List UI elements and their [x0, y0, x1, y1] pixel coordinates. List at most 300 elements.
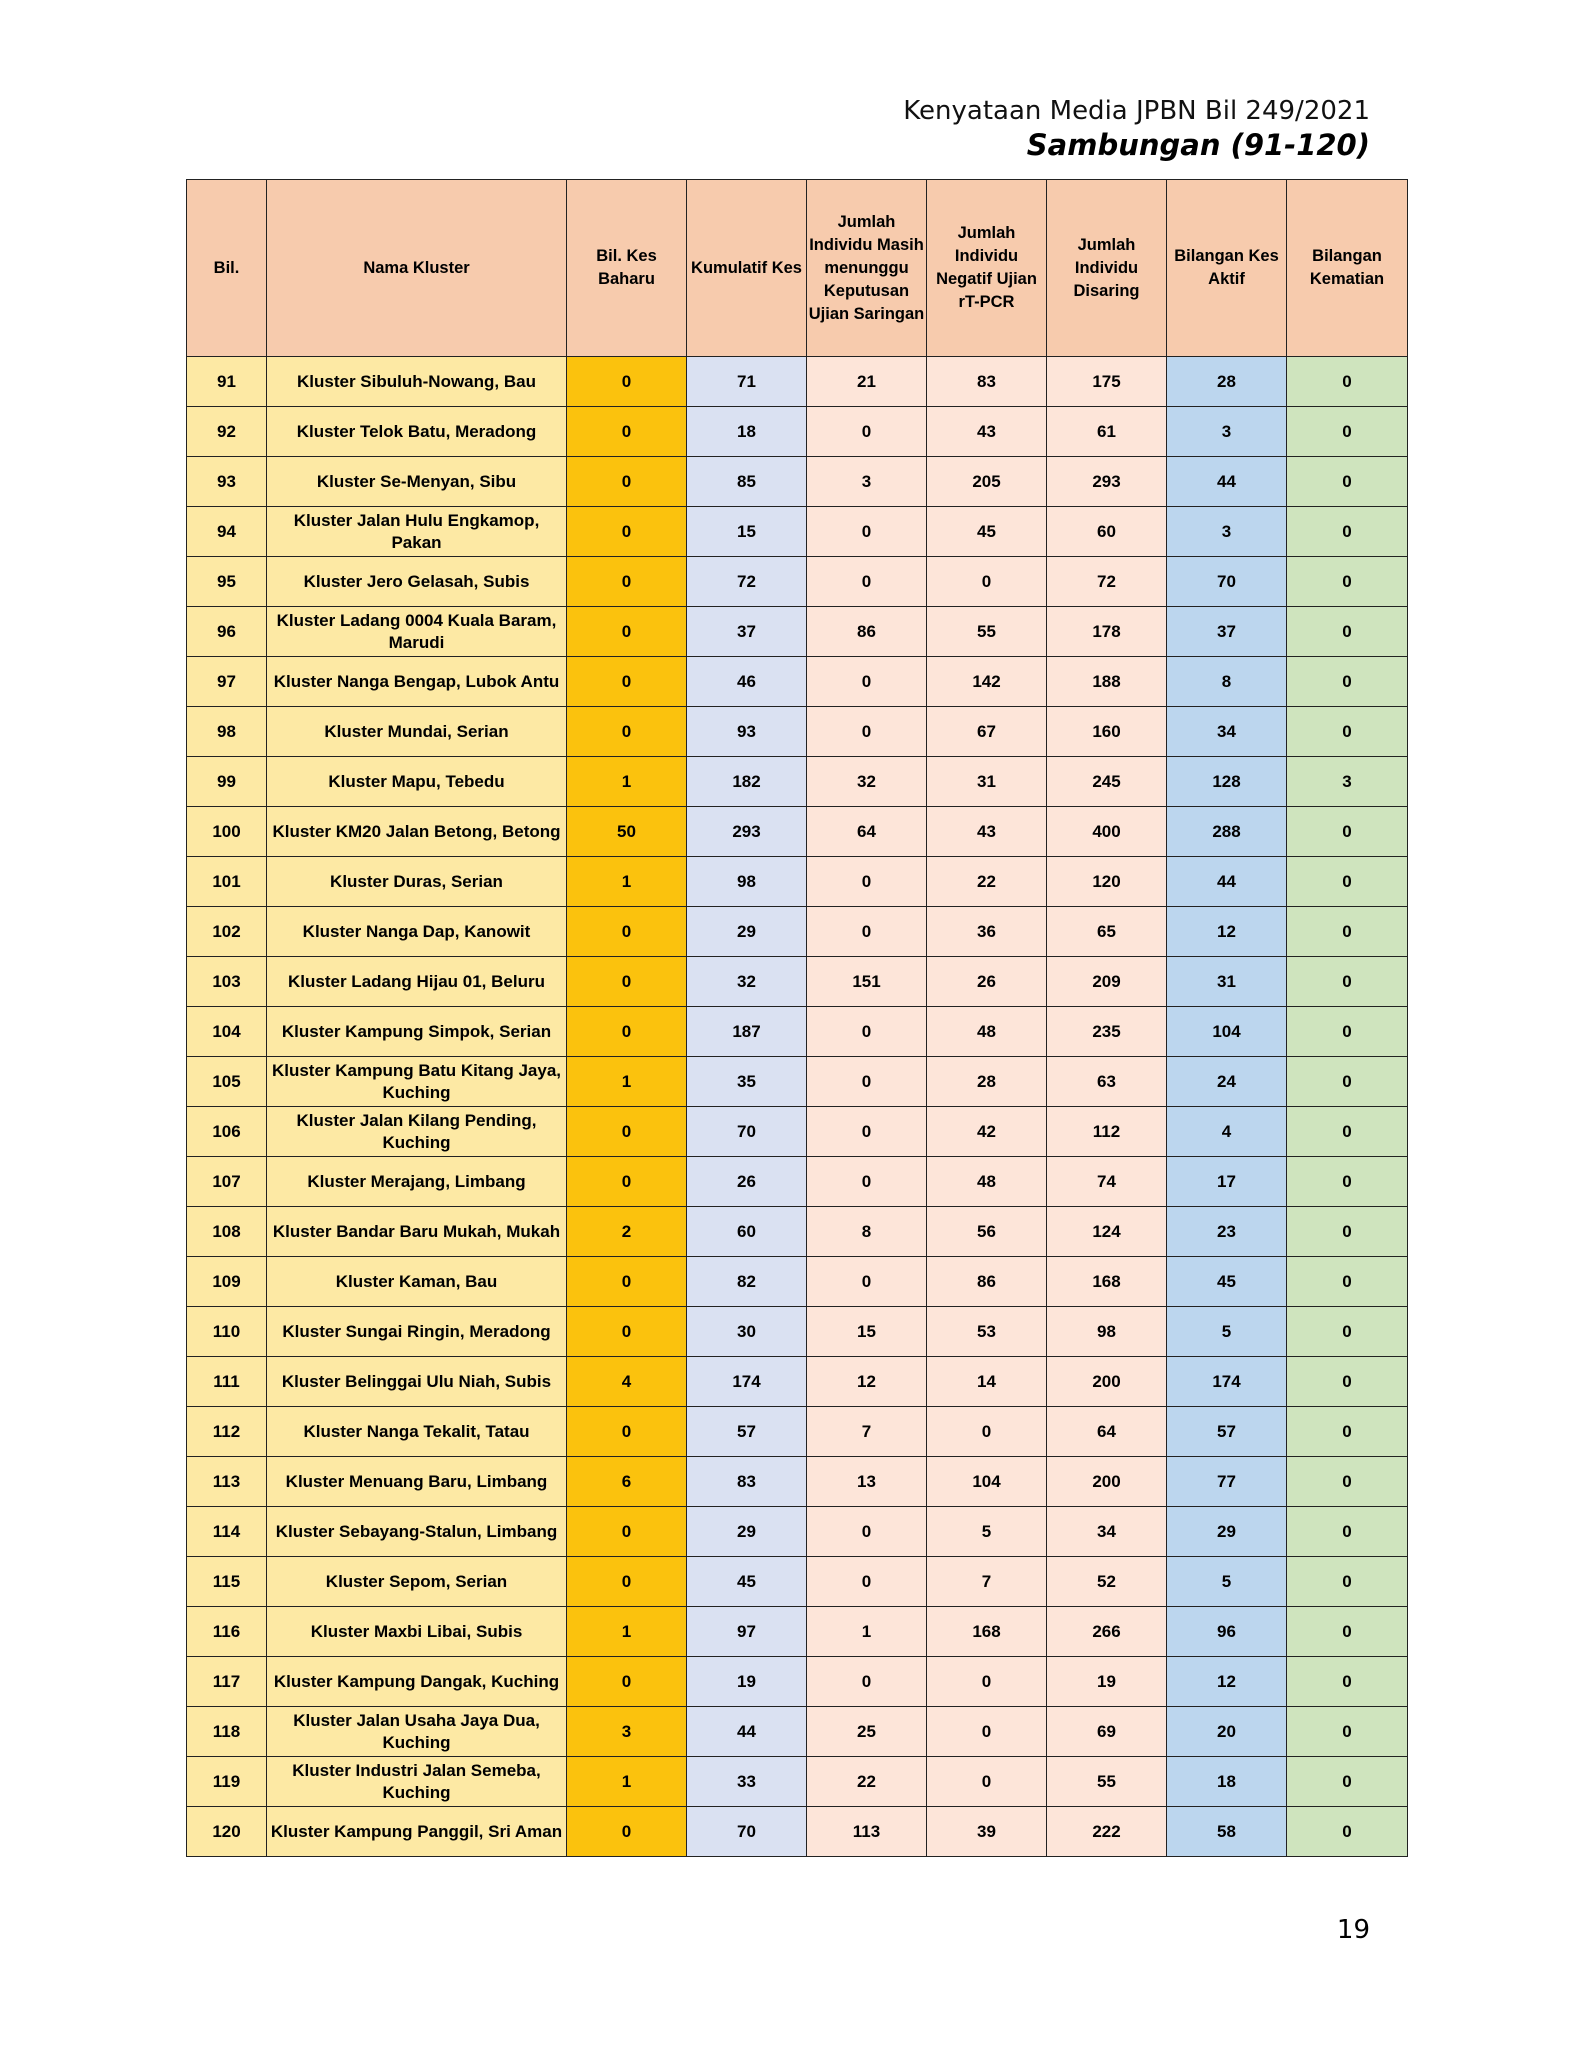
cluster-table	[186, 179, 1408, 1857]
table-row	[187, 1407, 1408, 1457]
cell-kumulatif: 57	[687, 1407, 807, 1457]
cell-disaring: 120	[1047, 857, 1167, 907]
cell-kematian: 0	[1287, 1507, 1408, 1557]
cell-menunggu: 3	[807, 457, 927, 507]
cell-kematian: 0	[1287, 1457, 1408, 1507]
cell-bil: 117	[187, 1657, 267, 1707]
cell-kematian: 0	[1287, 1357, 1408, 1407]
cell-negatif: 205	[927, 457, 1047, 507]
cell-kes-aktif: 29	[1167, 1507, 1287, 1557]
cell-negatif: 53	[927, 1307, 1047, 1357]
cell-kes-baharu: 1	[567, 757, 687, 807]
cell-negatif: 48	[927, 1157, 1047, 1207]
cell-kematian: 0	[1287, 1407, 1408, 1457]
col-header-disaring: Jumlah Individu Disaring	[1047, 180, 1167, 357]
cell-negatif: 0	[927, 1707, 1047, 1757]
table-row	[187, 1357, 1408, 1407]
cell-kematian: 0	[1287, 1607, 1408, 1657]
cell-kumulatif: 72	[687, 557, 807, 607]
cell-kes-aktif: 57	[1167, 1407, 1287, 1457]
cell-bil: 92	[187, 407, 267, 457]
cell-nama-kluster: Kluster Kampung Panggil, Sri Aman	[267, 1807, 567, 1857]
cell-nama-kluster: Kluster Industri Jalan Semeba, Kuching	[267, 1757, 567, 1807]
table-row	[187, 357, 1408, 407]
cell-bil: 115	[187, 1557, 267, 1607]
cell-bil: 100	[187, 807, 267, 857]
cell-nama-kluster: Kluster Sebayang-Stalun, Limbang	[267, 1507, 567, 1557]
cell-kes-baharu: 0	[567, 1007, 687, 1057]
cell-kes-aktif: 37	[1167, 607, 1287, 657]
cell-disaring: 160	[1047, 707, 1167, 757]
cell-bil: 97	[187, 657, 267, 707]
cell-nama-kluster: Kluster Jalan Hulu Engkamop, Pakan	[267, 507, 567, 557]
cell-kematian: 0	[1287, 407, 1408, 457]
cell-kes-aktif: 5	[1167, 1557, 1287, 1607]
cell-kes-baharu: 0	[567, 357, 687, 407]
table-row	[187, 1007, 1408, 1057]
cell-nama-kluster: Kluster Jero Gelasah, Subis	[267, 557, 567, 607]
cell-disaring: 124	[1047, 1207, 1167, 1257]
cell-kes-aktif: 3	[1167, 507, 1287, 557]
cell-kumulatif: 93	[687, 707, 807, 757]
cell-kes-baharu: 0	[567, 1307, 687, 1357]
cell-disaring: 222	[1047, 1807, 1167, 1857]
cell-nama-kluster: Kluster Duras, Serian	[267, 857, 567, 907]
col-header-kes-baharu: Bil. Kes Baharu	[567, 180, 687, 357]
cell-nama-kluster: Kluster Nanga Bengap, Lubok Antu	[267, 657, 567, 707]
cell-kumulatif: 29	[687, 907, 807, 957]
cell-menunggu: 13	[807, 1457, 927, 1507]
table-row	[187, 1257, 1408, 1307]
table-row	[187, 557, 1408, 607]
cell-bil: 102	[187, 907, 267, 957]
cell-kes-baharu: 4	[567, 1357, 687, 1407]
table-row	[187, 1057, 1408, 1107]
cell-kes-aktif: 24	[1167, 1057, 1287, 1107]
cell-disaring: 72	[1047, 557, 1167, 607]
table-header-row	[187, 180, 1408, 357]
cell-negatif: 31	[927, 757, 1047, 807]
cell-kumulatif: 45	[687, 1557, 807, 1607]
cell-bil: 116	[187, 1607, 267, 1657]
cell-bil: 114	[187, 1507, 267, 1557]
cell-menunggu: 0	[807, 1657, 927, 1707]
cell-kumulatif: 33	[687, 1757, 807, 1807]
cell-negatif: 48	[927, 1007, 1047, 1057]
cell-kematian: 0	[1287, 1657, 1408, 1707]
cell-kumulatif: 187	[687, 1007, 807, 1057]
cell-menunggu: 21	[807, 357, 927, 407]
cell-menunggu: 0	[807, 1157, 927, 1207]
cell-kumulatif: 29	[687, 1507, 807, 1557]
table-row	[187, 707, 1408, 757]
cell-kes-aktif: 77	[1167, 1457, 1287, 1507]
cell-kematian: 0	[1287, 807, 1408, 857]
cell-menunggu: 113	[807, 1807, 927, 1857]
cell-disaring: 200	[1047, 1457, 1167, 1507]
cell-nama-kluster: Kluster Kampung Simpok, Serian	[267, 1007, 567, 1057]
cell-kumulatif: 82	[687, 1257, 807, 1307]
cell-bil: 109	[187, 1257, 267, 1307]
cell-menunggu: 0	[807, 557, 927, 607]
table-row	[187, 1107, 1408, 1157]
cell-bil: 107	[187, 1157, 267, 1207]
cell-disaring: 266	[1047, 1607, 1167, 1657]
cell-kes-aktif: 4	[1167, 1107, 1287, 1157]
table-row	[187, 1557, 1408, 1607]
cell-menunggu: 7	[807, 1407, 927, 1457]
cell-nama-kluster: Kluster Ladang Hijau 01, Beluru	[267, 957, 567, 1007]
cell-kes-baharu: 2	[567, 1207, 687, 1257]
cell-kumulatif: 37	[687, 607, 807, 657]
cell-kes-baharu: 0	[567, 1407, 687, 1457]
page-number: 19	[1336, 1915, 1370, 1945]
cell-kes-aktif: 104	[1167, 1007, 1287, 1057]
table-row	[187, 1207, 1408, 1257]
cell-menunggu: 64	[807, 807, 927, 857]
cell-kematian: 0	[1287, 1557, 1408, 1607]
cell-disaring: 200	[1047, 1357, 1167, 1407]
cell-kematian: 0	[1287, 357, 1408, 407]
cell-kematian: 0	[1287, 1007, 1408, 1057]
cell-bil: 120	[187, 1807, 267, 1857]
cell-kes-baharu: 0	[567, 507, 687, 557]
cell-kematian: 0	[1287, 557, 1408, 607]
cell-bil: 119	[187, 1757, 267, 1807]
cell-kes-baharu: 1	[567, 1057, 687, 1107]
table-body	[187, 357, 1408, 1857]
table-row	[187, 1157, 1408, 1207]
col-header-kes-aktif: Bilangan Kes Aktif	[1167, 180, 1287, 357]
cell-kematian: 0	[1287, 707, 1408, 757]
cell-nama-kluster: Kluster Sepom, Serian	[267, 1557, 567, 1607]
cell-nama-kluster: Kluster Sungai Ringin, Meradong	[267, 1307, 567, 1357]
cell-kumulatif: 293	[687, 807, 807, 857]
table-row	[187, 607, 1408, 657]
cell-nama-kluster: Kluster Ladang 0004 Kuala Baram, Marudi	[267, 607, 567, 657]
cell-kes-aktif: 20	[1167, 1707, 1287, 1757]
cell-negatif: 142	[927, 657, 1047, 707]
table-row	[187, 1807, 1408, 1857]
cell-kes-aktif: 31	[1167, 957, 1287, 1007]
cell-kes-aktif: 8	[1167, 657, 1287, 707]
cell-disaring: 74	[1047, 1157, 1167, 1207]
cell-nama-kluster: Kluster Nanga Tekalit, Tatau	[267, 1407, 567, 1457]
cell-bil: 106	[187, 1107, 267, 1157]
cell-kumulatif: 32	[687, 957, 807, 1007]
cell-negatif: 22	[927, 857, 1047, 907]
cell-nama-kluster: Kluster Telok Batu, Meradong	[267, 407, 567, 457]
cell-nama-kluster: Kluster Belinggai Ulu Niah, Subis	[267, 1357, 567, 1407]
cell-kematian: 0	[1287, 507, 1408, 557]
cell-bil: 93	[187, 457, 267, 507]
cell-negatif: 14	[927, 1357, 1047, 1407]
cell-kumulatif: 44	[687, 1707, 807, 1757]
cell-menunggu: 0	[807, 907, 927, 957]
cell-nama-kluster: Kluster Bandar Baru Mukah, Mukah	[267, 1207, 567, 1257]
cell-kes-baharu: 0	[567, 1807, 687, 1857]
table-row	[187, 857, 1408, 907]
cell-kematian: 0	[1287, 857, 1408, 907]
cell-nama-kluster: Kluster Kampung Batu Kitang Jaya, Kuching	[267, 1057, 567, 1107]
cell-bil: 98	[187, 707, 267, 757]
cell-bil: 104	[187, 1007, 267, 1057]
cell-kumulatif: 85	[687, 457, 807, 507]
cell-kes-aktif: 23	[1167, 1207, 1287, 1257]
document-title: Kenyataan Media JPBN Bil 249/2021	[903, 96, 1370, 126]
cell-negatif: 67	[927, 707, 1047, 757]
cell-bil: 96	[187, 607, 267, 657]
cell-menunggu: 0	[807, 707, 927, 757]
cell-negatif: 28	[927, 1057, 1047, 1107]
cell-kematian: 3	[1287, 757, 1408, 807]
cell-menunggu: 0	[807, 1507, 927, 1557]
cell-disaring: 112	[1047, 1107, 1167, 1157]
cell-negatif: 104	[927, 1457, 1047, 1507]
cell-kes-aktif: 44	[1167, 457, 1287, 507]
cell-kes-aktif: 12	[1167, 907, 1287, 957]
cell-negatif: 42	[927, 1107, 1047, 1157]
table-row	[187, 457, 1408, 507]
cell-bil: 113	[187, 1457, 267, 1507]
cell-kumulatif: 18	[687, 407, 807, 457]
cell-kumulatif: 30	[687, 1307, 807, 1357]
cell-kumulatif: 174	[687, 1357, 807, 1407]
cell-kes-baharu: 0	[567, 957, 687, 1007]
col-header-nama-kluster: Nama Kluster	[267, 180, 567, 357]
cell-disaring: 178	[1047, 607, 1167, 657]
cell-disaring: 293	[1047, 457, 1167, 507]
cell-kematian: 0	[1287, 607, 1408, 657]
cell-kes-baharu: 1	[567, 1757, 687, 1807]
cell-bil: 112	[187, 1407, 267, 1457]
cell-menunggu: 0	[807, 857, 927, 907]
cell-kes-baharu: 0	[567, 457, 687, 507]
cell-kes-baharu: 1	[567, 1607, 687, 1657]
table-row	[187, 507, 1408, 557]
cell-menunggu: 0	[807, 407, 927, 457]
cell-nama-kluster: Kluster Jalan Usaha Jaya Dua, Kuching	[267, 1707, 567, 1757]
cell-nama-kluster: Kluster Nanga Dap, Kanowit	[267, 907, 567, 957]
cell-kes-baharu: 0	[567, 1107, 687, 1157]
cell-kematian: 0	[1287, 1107, 1408, 1157]
cell-disaring: 188	[1047, 657, 1167, 707]
table-row	[187, 657, 1408, 707]
cell-menunggu: 12	[807, 1357, 927, 1407]
table-row	[187, 957, 1408, 1007]
cell-menunggu: 0	[807, 1257, 927, 1307]
cell-bil: 118	[187, 1707, 267, 1757]
cell-menunggu: 1	[807, 1607, 927, 1657]
cell-bil: 99	[187, 757, 267, 807]
cell-kematian: 0	[1287, 1157, 1408, 1207]
cell-kes-baharu: 50	[567, 807, 687, 857]
cell-disaring: 175	[1047, 357, 1167, 407]
cell-menunggu: 0	[807, 1007, 927, 1057]
cell-kematian: 0	[1287, 1257, 1408, 1307]
col-header-negatif: Jumlah Individu Negatif Ujian rT-PCR	[927, 180, 1047, 357]
cell-bil: 110	[187, 1307, 267, 1357]
table-row	[187, 807, 1408, 857]
cell-kumulatif: 26	[687, 1157, 807, 1207]
cell-disaring: 168	[1047, 1257, 1167, 1307]
cell-kumulatif: 97	[687, 1607, 807, 1657]
cell-kes-aktif: 28	[1167, 357, 1287, 407]
cell-disaring: 61	[1047, 407, 1167, 457]
cell-bil: 105	[187, 1057, 267, 1107]
table-row	[187, 1657, 1408, 1707]
cell-kumulatif: 71	[687, 357, 807, 407]
cell-disaring: 65	[1047, 907, 1167, 957]
cell-bil: 94	[187, 507, 267, 557]
cell-menunggu: 0	[807, 1107, 927, 1157]
cell-kes-aktif: 96	[1167, 1607, 1287, 1657]
cell-kes-baharu: 0	[567, 707, 687, 757]
col-header-menunggu: Jumlah Individu Masih menunggu Keputusan Ujian Saringan	[807, 180, 927, 357]
table-row	[187, 1607, 1408, 1657]
cell-kumulatif: 35	[687, 1057, 807, 1107]
document-subtitle: Sambungan (91-120)	[1026, 128, 1370, 162]
cell-menunggu: 86	[807, 607, 927, 657]
col-header-kematian: Bilangan Kematian	[1287, 180, 1408, 357]
cell-negatif: 5	[927, 1507, 1047, 1557]
cell-menunggu: 25	[807, 1707, 927, 1757]
cell-disaring: 55	[1047, 1757, 1167, 1807]
cell-negatif: 0	[927, 1657, 1047, 1707]
cell-kes-aktif: 45	[1167, 1257, 1287, 1307]
cell-kes-aktif: 288	[1167, 807, 1287, 857]
col-header-kumulatif: Kumulatif Kes	[687, 180, 807, 357]
cell-kes-baharu: 6	[567, 1457, 687, 1507]
table-row	[187, 1307, 1408, 1357]
cell-kes-aktif: 58	[1167, 1807, 1287, 1857]
cell-negatif: 86	[927, 1257, 1047, 1307]
cell-nama-kluster: Kluster Se-Menyan, Sibu	[267, 457, 567, 507]
cell-kumulatif: 19	[687, 1657, 807, 1707]
cell-kumulatif: 83	[687, 1457, 807, 1507]
cell-disaring: 19	[1047, 1657, 1167, 1707]
cell-kes-baharu: 3	[567, 1707, 687, 1757]
cell-negatif: 43	[927, 407, 1047, 457]
cell-bil: 111	[187, 1357, 267, 1407]
cell-disaring: 63	[1047, 1057, 1167, 1107]
cell-disaring: 400	[1047, 807, 1167, 857]
cell-disaring: 69	[1047, 1707, 1167, 1757]
cell-nama-kluster: Kluster Jalan Kilang Pending, Kuching	[267, 1107, 567, 1157]
cell-negatif: 0	[927, 1757, 1047, 1807]
cell-nama-kluster: Kluster Menuang Baru, Limbang	[267, 1457, 567, 1507]
cell-kes-baharu: 0	[567, 1507, 687, 1557]
cell-kumulatif: 70	[687, 1107, 807, 1157]
cell-disaring: 245	[1047, 757, 1167, 807]
cell-negatif: 43	[927, 807, 1047, 857]
cell-bil: 95	[187, 557, 267, 607]
cell-kumulatif: 70	[687, 1807, 807, 1857]
cell-menunggu: 22	[807, 1757, 927, 1807]
cell-disaring: 209	[1047, 957, 1167, 1007]
cell-kumulatif: 46	[687, 657, 807, 707]
cell-kes-baharu: 0	[567, 557, 687, 607]
cell-kes-aktif: 5	[1167, 1307, 1287, 1357]
cell-menunggu: 0	[807, 507, 927, 557]
table-row	[187, 1707, 1408, 1757]
cell-nama-kluster: Kluster Merajang, Limbang	[267, 1157, 567, 1207]
table-row	[187, 1507, 1408, 1557]
cell-kes-baharu: 0	[567, 657, 687, 707]
cell-kematian: 0	[1287, 1207, 1408, 1257]
cell-kes-aktif: 12	[1167, 1657, 1287, 1707]
cell-nama-kluster: Kluster Kampung Dangak, Kuching	[267, 1657, 567, 1707]
cell-kes-aktif: 18	[1167, 1757, 1287, 1807]
cell-negatif: 26	[927, 957, 1047, 1007]
cell-kumulatif: 98	[687, 857, 807, 907]
cell-nama-kluster: Kluster Mapu, Tebedu	[267, 757, 567, 807]
cell-disaring: 34	[1047, 1507, 1167, 1557]
cell-kes-baharu: 0	[567, 607, 687, 657]
cell-kes-aktif: 3	[1167, 407, 1287, 457]
cell-kematian: 0	[1287, 1707, 1408, 1757]
col-header-bil: Bil.	[187, 180, 267, 357]
cell-menunggu: 32	[807, 757, 927, 807]
cell-kematian: 0	[1287, 957, 1408, 1007]
cell-disaring: 235	[1047, 1007, 1167, 1057]
table-row	[187, 1757, 1408, 1807]
cell-kes-baharu: 0	[567, 1657, 687, 1707]
cell-kes-baharu: 0	[567, 407, 687, 457]
cell-menunggu: 15	[807, 1307, 927, 1357]
cell-kes-baharu: 0	[567, 1557, 687, 1607]
cell-kes-aktif: 17	[1167, 1157, 1287, 1207]
cell-disaring: 52	[1047, 1557, 1167, 1607]
cell-negatif: 168	[927, 1607, 1047, 1657]
cell-nama-kluster: Kluster Mundai, Serian	[267, 707, 567, 757]
table-row	[187, 1457, 1408, 1507]
cell-negatif: 55	[927, 607, 1047, 657]
cell-kes-aktif: 34	[1167, 707, 1287, 757]
cell-disaring: 64	[1047, 1407, 1167, 1457]
cell-nama-kluster: Kluster Kaman, Bau	[267, 1257, 567, 1307]
cell-negatif: 7	[927, 1557, 1047, 1607]
cell-menunggu: 151	[807, 957, 927, 1007]
cell-kematian: 0	[1287, 1057, 1408, 1107]
cell-kes-aktif: 174	[1167, 1357, 1287, 1407]
cell-negatif: 83	[927, 357, 1047, 407]
cell-kumulatif: 182	[687, 757, 807, 807]
cell-menunggu: 0	[807, 1557, 927, 1607]
cell-kematian: 0	[1287, 1757, 1408, 1807]
cell-bil: 101	[187, 857, 267, 907]
cell-nama-kluster: Kluster KM20 Jalan Betong, Betong	[267, 807, 567, 857]
cell-negatif: 45	[927, 507, 1047, 557]
cell-kes-aktif: 128	[1167, 757, 1287, 807]
cell-kumulatif: 15	[687, 507, 807, 557]
cell-nama-kluster: Kluster Sibuluh-Nowang, Bau	[267, 357, 567, 407]
cell-disaring: 60	[1047, 507, 1167, 557]
cell-kes-baharu: 1	[567, 857, 687, 907]
cell-kes-baharu: 0	[567, 907, 687, 957]
cell-bil: 103	[187, 957, 267, 1007]
cell-bil: 91	[187, 357, 267, 407]
cell-menunggu: 0	[807, 1057, 927, 1107]
table-row	[187, 757, 1408, 807]
cell-disaring: 98	[1047, 1307, 1167, 1357]
cell-negatif: 0	[927, 557, 1047, 607]
cell-kematian: 0	[1287, 1307, 1408, 1357]
cell-negatif: 0	[927, 1407, 1047, 1457]
cell-bil: 108	[187, 1207, 267, 1257]
table-row	[187, 907, 1408, 957]
cell-kematian: 0	[1287, 457, 1408, 507]
